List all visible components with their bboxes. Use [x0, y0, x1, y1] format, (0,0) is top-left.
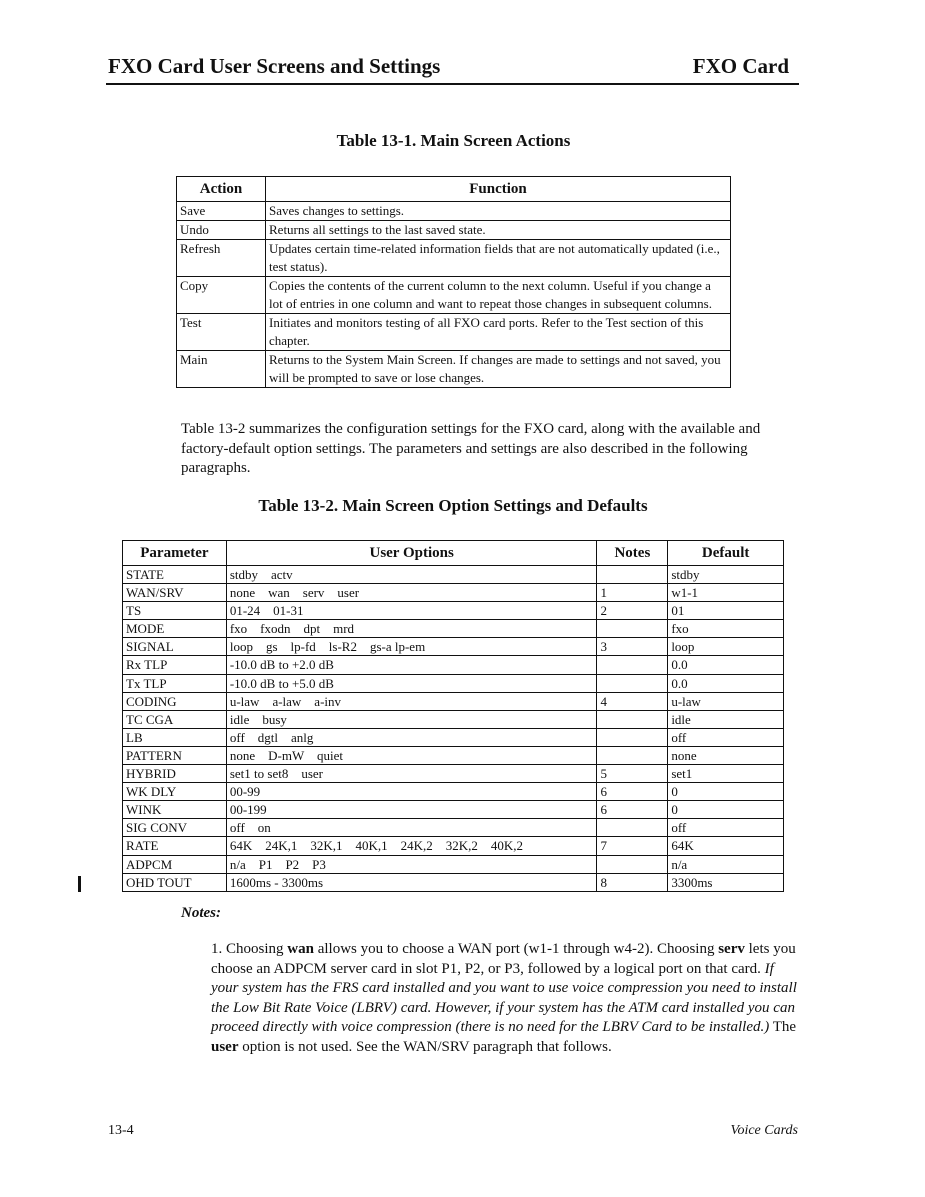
table-row — [123, 638, 784, 656]
default-cell: u-law — [668, 692, 784, 710]
default-cell: n/a — [668, 855, 784, 873]
notes-cell — [597, 656, 668, 674]
parameter-cell: CODING — [123, 692, 227, 710]
table-row — [123, 620, 784, 638]
user-options-cell: none wan serv user — [226, 584, 597, 602]
parameter-cell: MODE — [123, 620, 227, 638]
action-cell: Main — [177, 351, 266, 388]
table2-caption: Table 13-2. Main Screen Option Settings and Defaults — [258, 496, 648, 515]
table-row — [123, 783, 784, 801]
parameter-cell: ADPCM — [123, 855, 227, 873]
default-cell: stdby — [668, 566, 784, 584]
parameter-cell: STATE — [123, 566, 227, 584]
user-options-cell: -10.0 dB to +5.0 dB — [226, 674, 597, 692]
parameter-cell: WAN/SRV — [123, 584, 227, 602]
user-options-cell: 00-99 — [226, 783, 597, 801]
table-row — [123, 584, 784, 602]
user-options-cell: u-law a-law a-inv — [226, 692, 597, 710]
notes-cell: 4 — [597, 692, 668, 710]
note-bold: user — [211, 1038, 239, 1055]
table1-caption: Table 13-1. Main Screen Actions — [336, 131, 571, 150]
parameter-cell: PATTERN — [123, 746, 227, 764]
action-cell: Save — [177, 202, 266, 221]
user-options-cell: 64K 24K,1 32K,1 40K,1 24K,2 32K,2 40K,2 — [226, 837, 597, 855]
table-row — [177, 240, 731, 277]
column-header: Function — [266, 177, 731, 202]
table-row — [177, 351, 731, 388]
notes-cell — [597, 819, 668, 837]
default-cell: idle — [668, 710, 784, 728]
user-options-cell: set1 to set8 user — [226, 765, 597, 783]
page-header-section: FXO Card — [692, 54, 789, 78]
option-settings-table — [122, 540, 784, 892]
default-cell: 0.0 — [668, 674, 784, 692]
notes-label: Notes: — [181, 905, 221, 921]
note-text: allows you to choose a WAN port (w1-1 through w4-2). Choosing — [313, 941, 719, 957]
parameter-cell: TC CGA — [123, 710, 227, 728]
column-header: User Options — [226, 541, 597, 566]
table-row — [123, 728, 784, 746]
notes-cell — [597, 674, 668, 692]
default-cell: set1 — [668, 765, 784, 783]
note-text: 1. Choosing — [211, 941, 288, 957]
default-cell: 01 — [668, 602, 784, 620]
parameter-cell: OHD TOUT — [123, 873, 227, 891]
user-options-cell: none D-mW quiet — [226, 746, 597, 764]
parameter-cell: SIG CONV — [123, 819, 227, 837]
table-row — [123, 873, 784, 891]
parameter-cell: TS — [123, 602, 227, 620]
default-cell: 0 — [668, 783, 784, 801]
user-options-cell: loop gs lp-fd ls-R2 gs-a lp-em — [226, 638, 597, 656]
default-cell: loop — [668, 638, 784, 656]
intro-paragraph: Table 13-2 summarizes the configuration settings for the FXO card, along with the available and factory-default option settings. The parameters and settings are also described in the following paragraphs. — [181, 421, 761, 476]
function-cell: Initiates and monitors testing of all FXO card ports. Refer to the Test section of this chapter. — [266, 314, 731, 351]
function-cell: Copies the contents of the current column to the next column. Useful if you change a lot of entries in one column and want to repeat those changes in subsequent columns. — [266, 277, 731, 314]
user-options-cell: 00-199 — [226, 801, 597, 819]
function-cell: Updates certain time-related information fields that are not automatically updated (i.e., test status). — [266, 240, 731, 277]
default-cell: w1-1 — [668, 584, 784, 602]
note-italic: If your system has the FRS card installed and you want to use voice compression you need to install the Low Bit Rate Voice (LBRV) card. However, if your system has the ATM card installed you can proceed directly with voice compression (there is no need for the LBRV Card to be installed.) — [211, 960, 797, 1035]
default-cell: off — [668, 728, 784, 746]
table-row — [123, 746, 784, 764]
table-header-row — [177, 177, 731, 202]
default-cell: 3300ms — [668, 873, 784, 891]
parameter-cell: SIGNAL — [123, 638, 227, 656]
parameter-cell: RATE — [123, 837, 227, 855]
notes-cell: 8 — [597, 873, 668, 891]
table-row — [123, 710, 784, 728]
user-options-cell: off dgtl anlg — [226, 728, 597, 746]
notes-cell: 7 — [597, 837, 668, 855]
action-cell: Copy — [177, 277, 266, 314]
note-text: lets you choose an ADPCM server card in slot P1, P2, or P3, followed by a logical port on that card. — [211, 941, 796, 977]
notes-cell: 6 — [597, 801, 668, 819]
column-header: Action — [177, 177, 266, 202]
change-bar — [78, 876, 81, 892]
table-row — [123, 692, 784, 710]
table-row — [123, 765, 784, 783]
user-options-cell: fxo fxodn dpt mrd — [226, 620, 597, 638]
notes-cell — [597, 710, 668, 728]
table-row — [177, 202, 731, 221]
default-cell: 0.0 — [668, 656, 784, 674]
default-cell: 64K — [668, 837, 784, 855]
user-options-cell: stdby actv — [226, 566, 597, 584]
default-cell: none — [668, 746, 784, 764]
note-bold: serv — [718, 941, 745, 957]
notes-cell — [597, 566, 668, 584]
user-options-cell: 1600ms - 3300ms — [226, 873, 597, 891]
parameter-cell: Rx TLP — [123, 656, 227, 674]
parameter-cell: LB — [123, 728, 227, 746]
default-cell: fxo — [668, 620, 784, 638]
note-1 — [211, 940, 803, 1057]
notes-cell — [597, 746, 668, 764]
table-row — [123, 801, 784, 819]
column-header: Parameter — [123, 541, 227, 566]
note-bold: wan — [287, 941, 314, 957]
table-row — [177, 221, 731, 240]
function-cell: Returns to the System Main Screen. If changes are made to settings and not saved, you will be prompted to save or lose changes. — [266, 351, 731, 388]
table-row — [123, 855, 784, 873]
table-row — [177, 277, 731, 314]
function-cell: Returns all settings to the last saved state. — [266, 221, 731, 240]
notes-cell: 2 — [597, 602, 668, 620]
default-cell: off — [668, 819, 784, 837]
page-number: 13-4 — [108, 1123, 134, 1138]
user-options-cell: off on — [226, 819, 597, 837]
table-row — [123, 819, 784, 837]
notes-cell — [597, 855, 668, 873]
table-row — [123, 837, 784, 855]
column-header: Default — [668, 541, 784, 566]
parameter-cell: WK DLY — [123, 783, 227, 801]
user-options-cell: idle busy — [226, 710, 597, 728]
default-cell: 0 — [668, 801, 784, 819]
table-header-row — [123, 541, 784, 566]
header-rule — [106, 83, 799, 85]
parameter-cell: Tx TLP — [123, 674, 227, 692]
parameter-cell: HYBRID — [123, 765, 227, 783]
notes-cell: 5 — [597, 765, 668, 783]
note-text: The — [769, 1019, 797, 1035]
page-header-title: FXO Card User Screens and Settings — [108, 54, 441, 78]
action-cell: Refresh — [177, 240, 266, 277]
table-row — [177, 314, 731, 351]
action-cell: Test — [177, 314, 266, 351]
notes-cell: 6 — [597, 783, 668, 801]
action-cell: Undo — [177, 221, 266, 240]
table-row — [123, 566, 784, 584]
user-options-cell: -10.0 dB to +2.0 dB — [226, 656, 597, 674]
user-options-cell: 01-24 01-31 — [226, 602, 597, 620]
main-screen-actions-table — [176, 176, 731, 388]
user-options-cell: n/a P1 P2 P3 — [226, 855, 597, 873]
table-row — [123, 602, 784, 620]
notes-cell — [597, 728, 668, 746]
table-row — [123, 656, 784, 674]
table-row — [123, 674, 784, 692]
notes-cell — [597, 620, 668, 638]
chapter-name: Voice Cards — [730, 1123, 798, 1138]
notes-cell: 1 — [597, 584, 668, 602]
note-text: option is not used. See the WAN/SRV paragraph that follows. — [238, 1038, 612, 1055]
parameter-cell: WINK — [123, 801, 227, 819]
function-cell: Saves changes to settings. — [266, 202, 731, 221]
notes-cell: 3 — [597, 638, 668, 656]
column-header: Notes — [597, 541, 668, 566]
